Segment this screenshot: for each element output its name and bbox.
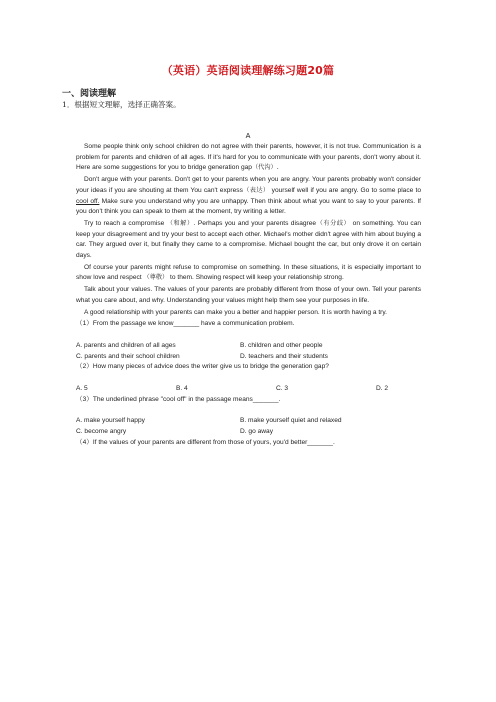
option-c: C. become angry	[76, 428, 127, 436]
question-3-options-row-2	[76, 427, 421, 438]
underlined-phrase: cool off.	[76, 197, 100, 205]
paragraph-4: Of course your parents might refuse to compromise on something. In these situations, it is especially important to show love and respect （尊敬） to them. Showing respect will keep your relationship strong.	[76, 263, 421, 282]
paragraph-2: Don't argue with your parents. Don't get to your parents when you are angry. Your parents probably won't consider your ideas if you are shouting at them You can't express（表达） yourself well if you are angry. Go to some place to cool off. Make sure you understand why you are unhappy. Then think about what you want to say to your parents. If you don't think you can speak to them at the moment, try writing a letter.	[76, 176, 422, 216]
paragraph-3: Try to reach a compromise （和解）. Perhaps you and your parents disagree（有分歧） on something. You can keep your disagreement and try your best to accept each other. Michael's mother didn't agree with him about buying a car. They argued over it, but finally they came to a compromise. Michael bought the car, but only drove it on certain days.	[76, 219, 422, 260]
question-1: （1）From the passage we know_______ have a communication problem.	[76, 320, 295, 328]
question-2: （2）How many pieces of advice does the writer give us to bridge the generation gap?	[76, 363, 329, 371]
question-3: （3）The underlined phrase "cool off" in the passage means_______.	[76, 395, 281, 403]
question-1-options-row-1	[76, 341, 421, 352]
option-b: B. make yourself quiet and relaxed	[240, 417, 342, 425]
question-2-options	[76, 384, 421, 395]
paragraph-5: Talk about your values. The values of your parents are probably different from those of your own. Tell your parents what you care about, and why. Understanding your values might help them see your purposes in life.	[76, 286, 421, 304]
option-a: A. parents and children of all ages	[76, 341, 176, 349]
paragraph-1: Some people think only school children do not agree with their parents, however, it is not true. Communication is a problem for parents and children of all ages. If it's hard for you to communicate with your parents, don't worry about it. Here are some suggestions for you to bridge generation gap（代沟）.	[76, 143, 421, 172]
option-d: D. teachers and their students	[240, 352, 328, 360]
instruction: 1．根据短文理解，选择正确答案。	[62, 100, 181, 109]
question-3-options-row-1	[76, 416, 421, 427]
option-a: A. make yourself happy	[76, 417, 145, 425]
option-b: B. 4	[176, 385, 188, 393]
option-b: B. children and other people	[240, 341, 323, 349]
document-title: （英语）英语阅读理解练习题20篇	[161, 64, 335, 77]
option-c: C. parents and their school children	[76, 352, 180, 360]
option-c: C. 3	[276, 385, 289, 393]
option-d: D. go away	[240, 428, 273, 436]
passage-body	[76, 142, 421, 450]
option-a: A. 5	[76, 385, 88, 393]
question-1-options-row-2	[76, 352, 421, 363]
section-heading: 一、阅读理解	[62, 89, 117, 99]
question-4: （4）If the values of your parents are different from those of yours, you'd better_______.	[76, 438, 335, 446]
passage-label: A	[245, 131, 251, 140]
paragraph-6: A good relationship with your parents can make you a better and happier person. It is worth having a try.	[84, 308, 387, 316]
option-d: D. 2	[376, 385, 389, 393]
